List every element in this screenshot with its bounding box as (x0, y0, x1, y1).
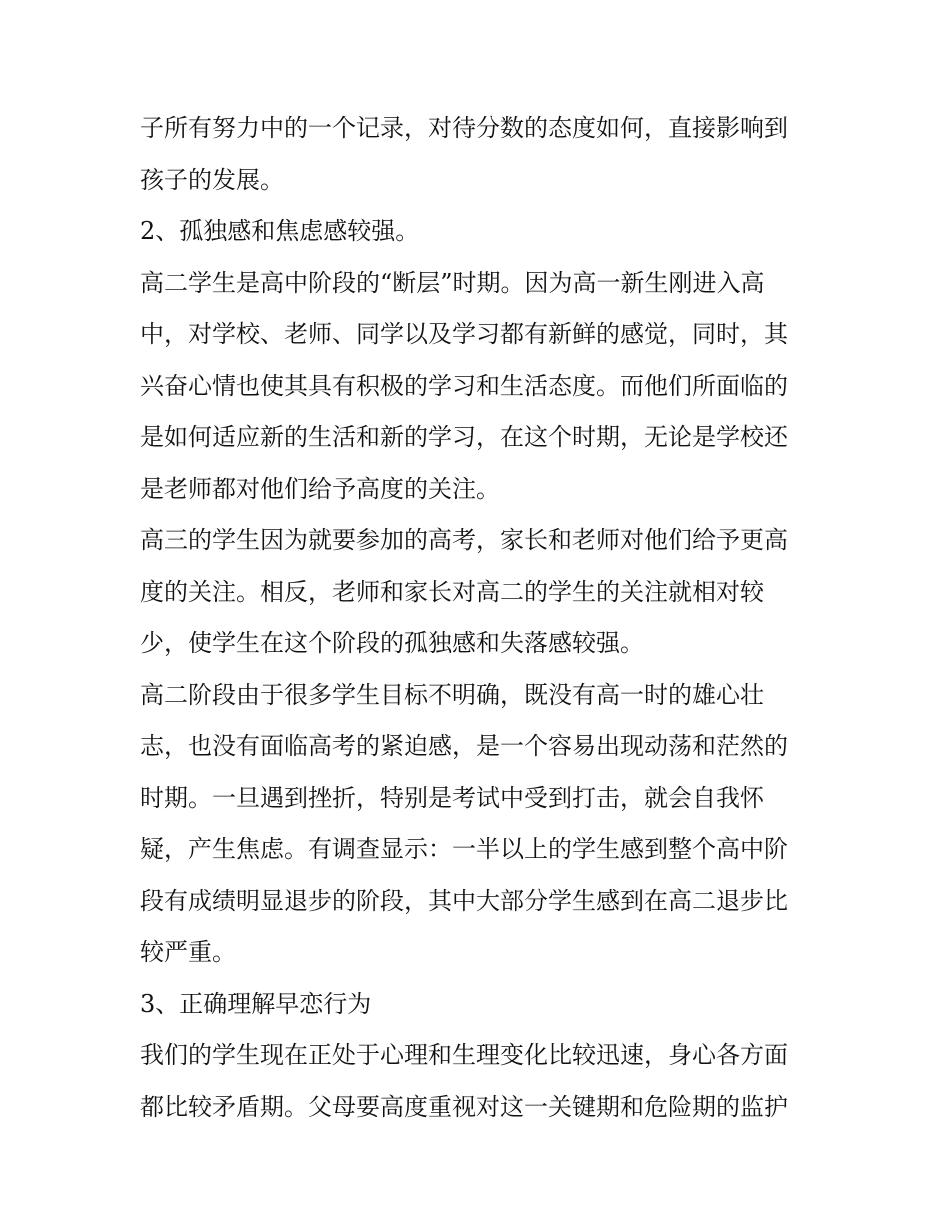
text-line: 志，也没有面临高考的紧迫感，是一个容易出现动荡和茫然的 (140, 732, 788, 760)
section-heading-3: 3、正确理解早恋行为 (140, 989, 372, 1018)
text-line: 高三的学生因为就要参加的高考，家长和老师对他们给予更高 (140, 526, 788, 554)
text-line: 是老师都对他们给予高度的关注。 (140, 474, 500, 503)
text-line: 子所有努力中的一个记录，对待分数的态度如何，直接影响到 (140, 114, 788, 142)
section-heading-2: 2、孤独感和焦虑感较强。 (140, 217, 420, 245)
document-body (140, 103, 810, 1133)
text-line: 少，使学生在这个阶段的孤独感和失落感较强。 (140, 629, 644, 657)
text-line: 度的关注。相反，老师和家长对高二的学生的关注就相对较 (140, 577, 764, 606)
text-line: 时期。一旦遇到挫折，特别是考试中受到打击，就会自我怀 (140, 783, 764, 812)
text-line: 段有成绩明显退步的阶段，其中大部分学生感到在高二退步比 (140, 886, 788, 915)
text-line: 较严重。 (140, 938, 236, 966)
text-line: 都比较矛盾期。父母要高度重视对这一关键期和危险期的监护 (140, 1092, 788, 1121)
text-line: 孩子的发展。 (140, 165, 284, 194)
text-line: 是如何适应新的生活和新的学习，在这个时期，无论是学校还 (140, 423, 788, 451)
text-line: 我们的学生现在正处于心理和生理变化比较迅速，身心各方面 (140, 1041, 788, 1069)
text-line: 疑，产生焦虑。有调查显示：一半以上的学生感到整个高中阶 (140, 835, 788, 863)
text-line: 中，对学校、老师、同学以及学习都有新鲜的感觉，同时，其 (140, 320, 788, 348)
text-line: 兴奋心情也使其具有积极的学习和生活态度。而他们所面临的 (140, 371, 788, 400)
text-line: 高二学生是高中阶段的“断层”时期。因为高一新生刚进入高 (140, 268, 765, 297)
text-line: 高二阶段由于很多学生目标不明确，既没有高一时的雄心壮 (140, 680, 764, 709)
